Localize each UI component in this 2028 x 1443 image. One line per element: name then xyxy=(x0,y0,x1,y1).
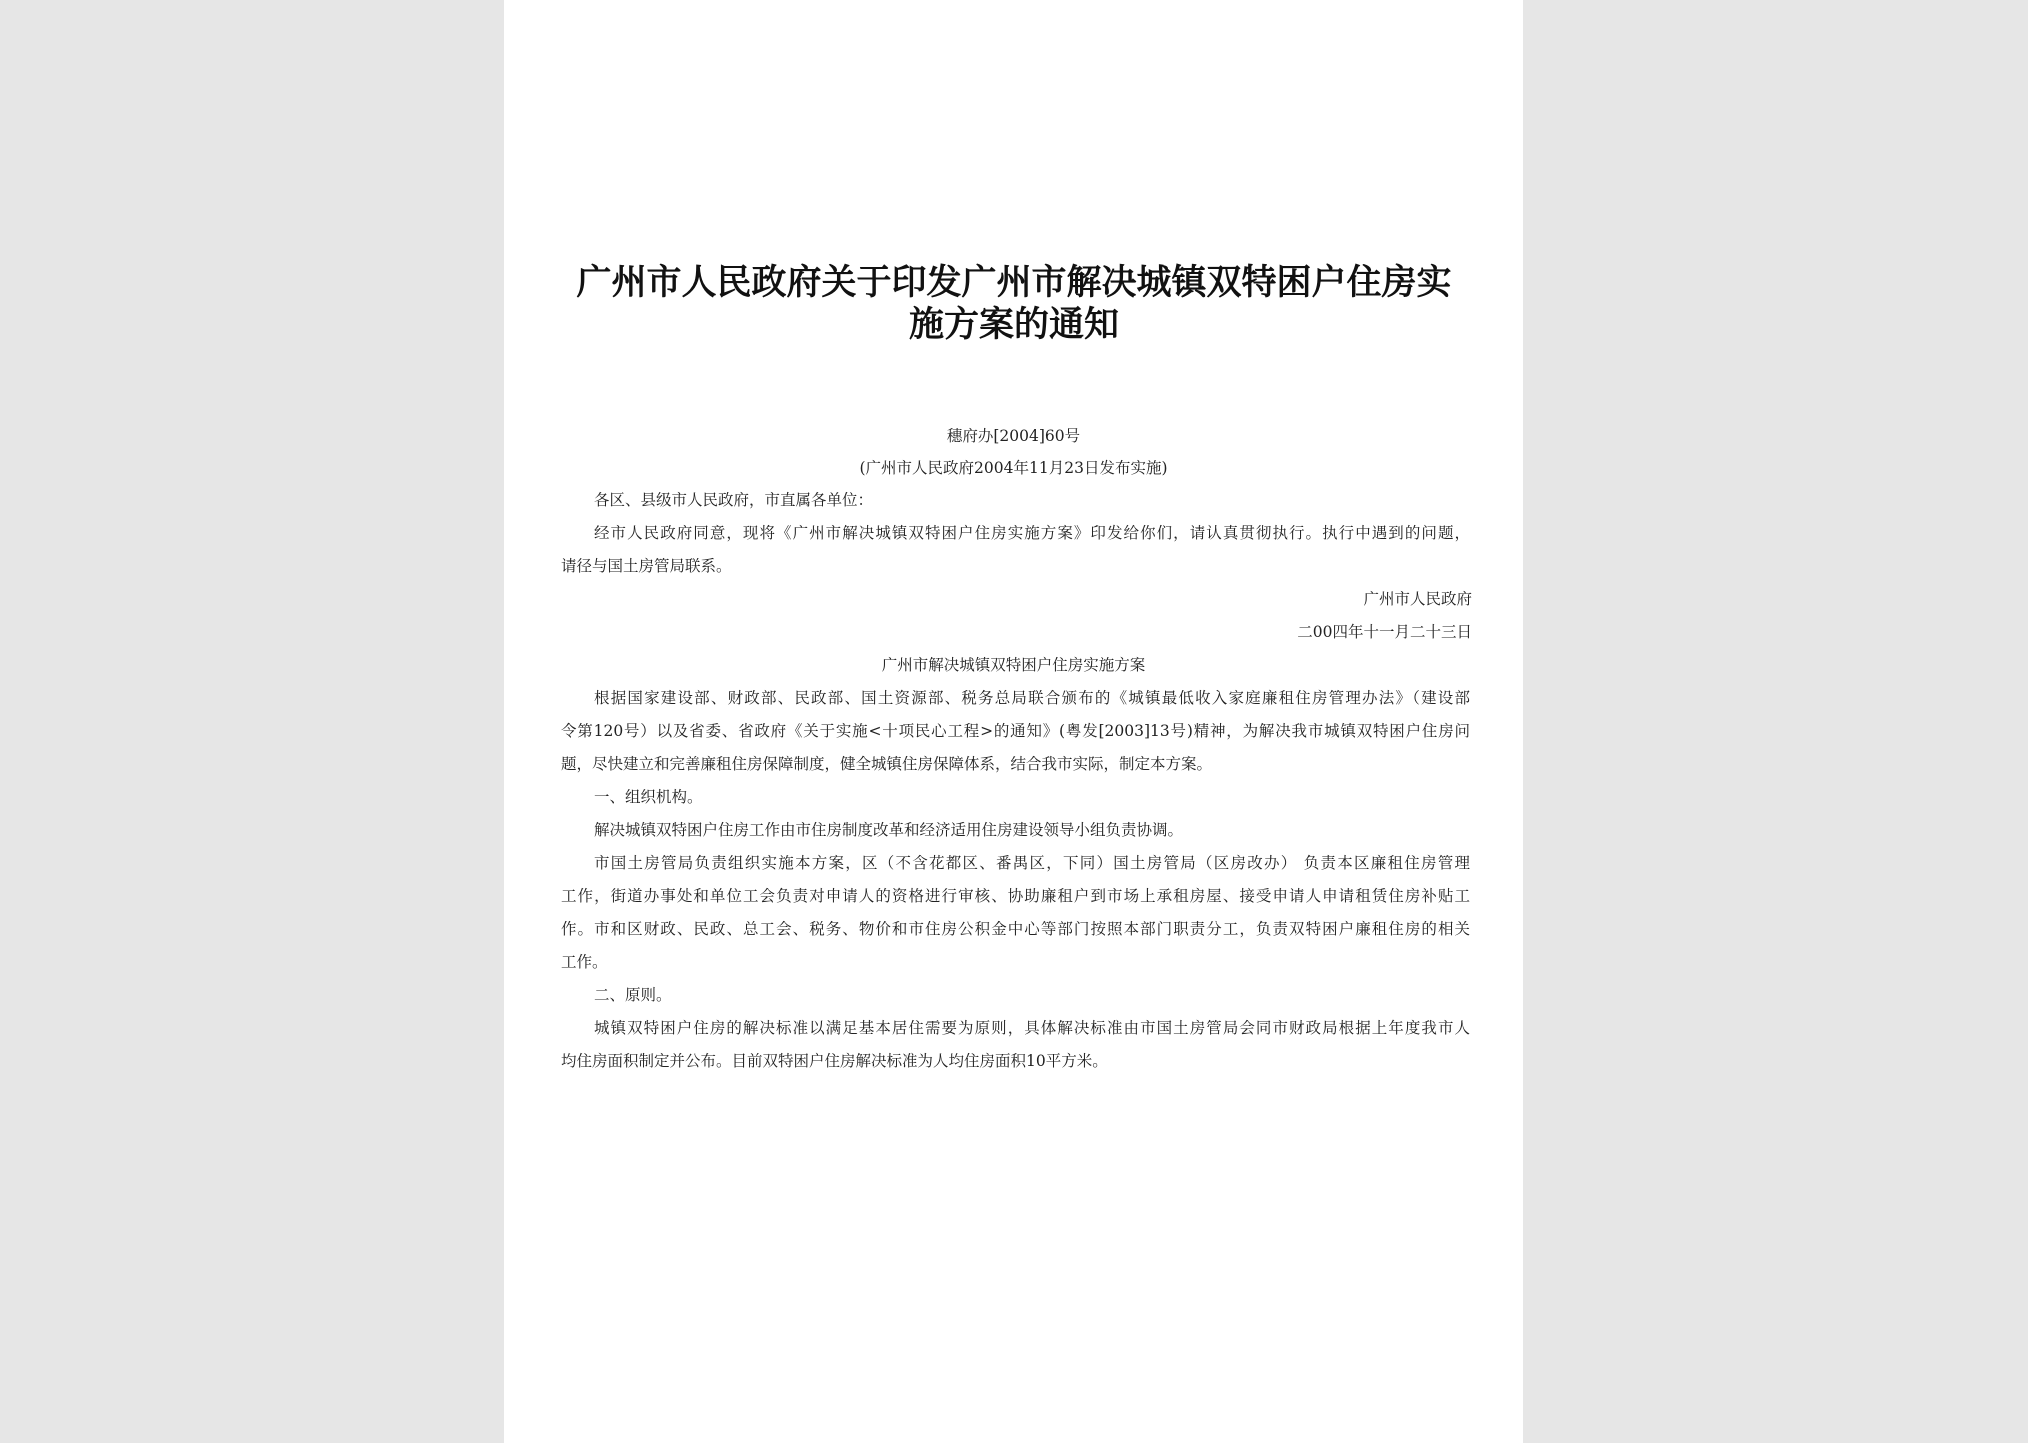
intro-line-1: 经市人民政府同意，现将《广州市解决城镇双特困户住房实施方案》印发给你们，请认真贯彻执行。执行中遇到的问题， xyxy=(594,524,1470,542)
plan-intro-line-3: 题，尽快建立和完善廉租住房保障制度，健全城镇住房保障体系，结合我市实际，制定本方案。 xyxy=(561,755,1213,773)
section-1-paragraph-1: 解决城镇双特困户住房工作由市住房制度改革和经济适用住房建设领导小组负责协调。 xyxy=(594,821,1184,839)
plan-intro-line-1: 根据国家建设部、财政部、民政部、国土资源部、税务总局联合颁布的《城镇最低收入家庭廉租住房管理办法》（建设部 xyxy=(594,689,1470,707)
section-2-paragraph-line-1: 城镇双特困户住房的解决标准以满足基本居住需要为原则，具体解决标准由市国土房管局会同市财政局根据上年度我市人 xyxy=(594,1019,1470,1037)
document-page xyxy=(504,0,1523,1443)
section-1-paragraph-2-line-4: 工作。 xyxy=(561,953,608,971)
section-1-heading: 一、组织机构。 xyxy=(594,788,703,806)
section-1-paragraph-2-line-2: 工作，街道办事处和单位工会负责对申请人的资格进行审核、协助廉租户到市场上承租房屋、接受申请人申请租赁住房补贴工 xyxy=(561,887,1470,905)
document-number: 穗府办[2004]60号 xyxy=(946,427,1081,445)
intro-line-2: 请径与国土房管局联系。 xyxy=(561,557,732,575)
addressee: 各区、县级市人民政府，市直属各单位： xyxy=(594,491,874,509)
signing-date: 二00四年十一月二十三日 xyxy=(1297,623,1472,641)
section-1-paragraph-2-line-3: 作。市和区财政、民政、总工会、税务、物价和市住房公积金中心等部门按照本部门职责分工，负责双特困户廉租住房的相关 xyxy=(561,920,1470,938)
plan-intro-line-2: 令第120号）以及省委、省政府《关于实施<十项民心工程>的通知》(粤发[2003]13号)精神，为解决我市城镇双特困户住房问 xyxy=(561,722,1470,740)
section-2-paragraph-line-2: 均住房面积制定并公布。目前双特困户住房解决标准为人均住房面积10平方米。 xyxy=(561,1052,1108,1070)
document-title: 广州市人民政府关于印发广州市解决城镇双特困户住房实施方案的通知 xyxy=(576,262,1452,345)
plan-title: 广州市解决城镇双特困户住房实施方案 xyxy=(881,656,1146,674)
section-2-heading: 二、原则。 xyxy=(594,986,672,1004)
issue-note: (广州市人民政府2004年11月23日发布实施) xyxy=(859,459,1168,477)
signature: 广州市人民政府 xyxy=(1363,590,1472,608)
section-1-paragraph-2-line-1: 市国土房管局负责组织实施本方案，区（不含花都区、番禺区，下同）国土房管局（区房改办） 负责本区廉租住房管理 xyxy=(594,854,1470,872)
